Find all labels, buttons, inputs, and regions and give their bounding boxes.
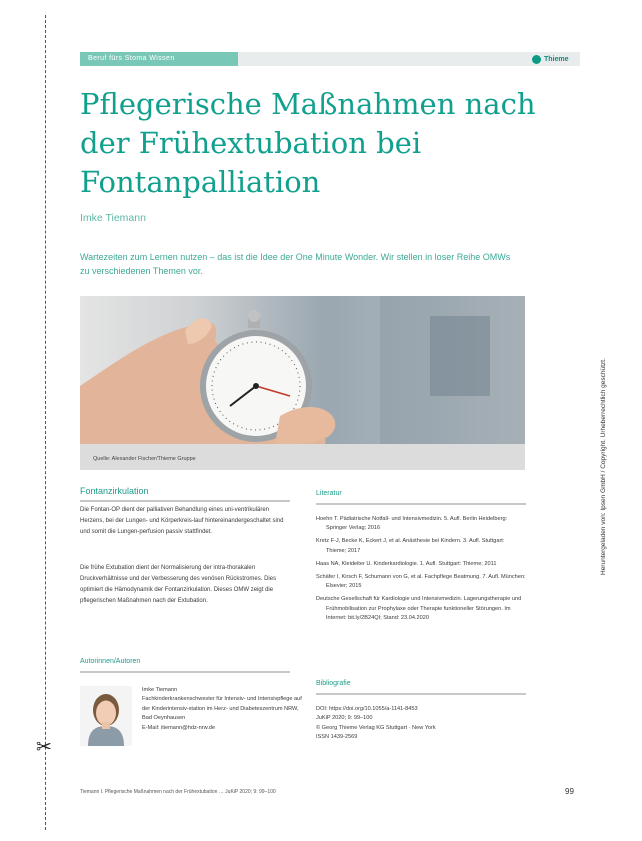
- article-lead: Wartezeiten zum Lernen nutzen – das ist die Idee der One Minute Wonder. Wir stellen in loser Reihe OMWs zu verschiedenen Themen vor.: [80, 252, 511, 276]
- section-rule-bibliography: [316, 693, 526, 695]
- literature-item: Deutsche Gesellschaft für Kardiologie und Intensivmedizin. Lagerungstherapie und Frühmobilisation zur Prophylaxe oder Therapie funktioneller Störungen. Im Internet: bit.ly/2B24QI; Stand: 23.04.2020: [316, 596, 522, 622]
- author-avatar: [80, 686, 132, 746]
- literature-item: Haas NA, Kleideiter U. Kinderkardiologie. 1. Aufl. Stuttgart: Thieme; 2011: [316, 560, 497, 567]
- category-tab: Beruf fürs Stoma Wissen: [80, 52, 238, 66]
- thieme-logo-icon: [532, 55, 541, 64]
- publisher-logo-text: Thieme: [544, 55, 569, 63]
- literature-item: Schäfer I, Kirsch F, Schumann von G, et al. Fachpflege Beatmung. 7. Aufl. München: Elsevier; 2015: [316, 573, 526, 590]
- literature-list: [316, 515, 526, 627]
- article-author: Imke Tiemann: [80, 212, 146, 224]
- section-heading-literature: Literatur: [316, 490, 342, 497]
- section-heading-bibliography: Bibliografie: [316, 680, 351, 687]
- image-caption: Quelle: Alexander Fischer/Thieme Gruppe: [93, 456, 196, 462]
- bibliography-doi: DOI: https://doi.org/10.1055/a-1141-8453: [316, 706, 418, 712]
- download-notice: Heruntergeladen von: Ipsen GmbH / Copyright. Urheberrechtlich geschützt.: [600, 358, 607, 575]
- footer-citation: Tiemann I. Pflegerische Maßnahmen nach der Frühextubation … JuKiP 2020; 9: 99–100: [80, 789, 276, 795]
- literature-item: Hoehn T. Pädiatrische Notfall- und Intensivmedizin. 5. Aufl. Berlin Heidelberg: Springer Verlag; 2016: [316, 516, 508, 532]
- scissors-icon: ✂: [36, 737, 52, 758]
- author-bio-name: Imke Tiemann: [142, 687, 178, 693]
- bibliography-journal: JuKiP 2020; 9: 99–100: [316, 715, 373, 722]
- bibliography-copyright: © Georg Thieme Verlag KG Stuttgart · New York: [316, 724, 436, 731]
- paragraph-fontan-1: Die Fontan-OP dient der palliativen Behandlung eines uni-ventrikulären Herzens, bei der Lungen- und Körperkreis-lauf hintereinandergeschaltet sind und somit die Lungen-perfusion passiv stattfindet.: [80, 507, 284, 535]
- article-title: Pflegerische Maßnahmen nach der Frühextubation bei Fontanpalliation: [80, 87, 536, 199]
- section-heading-fontan: Fontanzirkulation: [80, 486, 149, 496]
- section-rule-authors: [80, 671, 290, 673]
- author-portrait: [80, 686, 132, 746]
- stopwatch-illustration: [80, 296, 525, 444]
- page-number: 99: [565, 787, 574, 796]
- literature-item: Kretz F-J, Becke K, Eckert J, et al. Anästhesie bei Kindern. 3. Aufl. Stuttgart: Thieme; 2017: [316, 538, 505, 554]
- paragraph-fontan-2: Die frühe Extubation dient der Normalisierung der intra-thorakalen Druckverhältnisse und der Verbesserung des venösen Rückstromes. Dies optimiert die Hämodynamik der Fontanzirkulation. Dieses OMW zeigt die pflegerischen Maßnahmen nach der Extubation.: [80, 565, 277, 604]
- author-bio: [142, 686, 302, 733]
- publisher-logo: [532, 52, 569, 66]
- stopwatch-photo: [80, 296, 525, 444]
- author-bio-role: Fachkinderkrankenschwester für Intensiv- und Intensivpflege auf der Kinderintensiv-station im Herz- und Diabeteszentrum NRW, Bad Oeynhausen: [142, 696, 302, 722]
- cut-guide-line: [45, 15, 46, 830]
- section-rule-fontan: [80, 500, 290, 502]
- bibliography-issn: ISSN 1439-2569: [316, 734, 358, 741]
- bibliography-block: [316, 705, 526, 743]
- section-heading-authors: Autorinnen/Autoren: [80, 658, 141, 665]
- section-rule-literature: [316, 503, 526, 505]
- author-bio-email: E-Mail: itiemann@hdz-nrw.de: [142, 724, 216, 731]
